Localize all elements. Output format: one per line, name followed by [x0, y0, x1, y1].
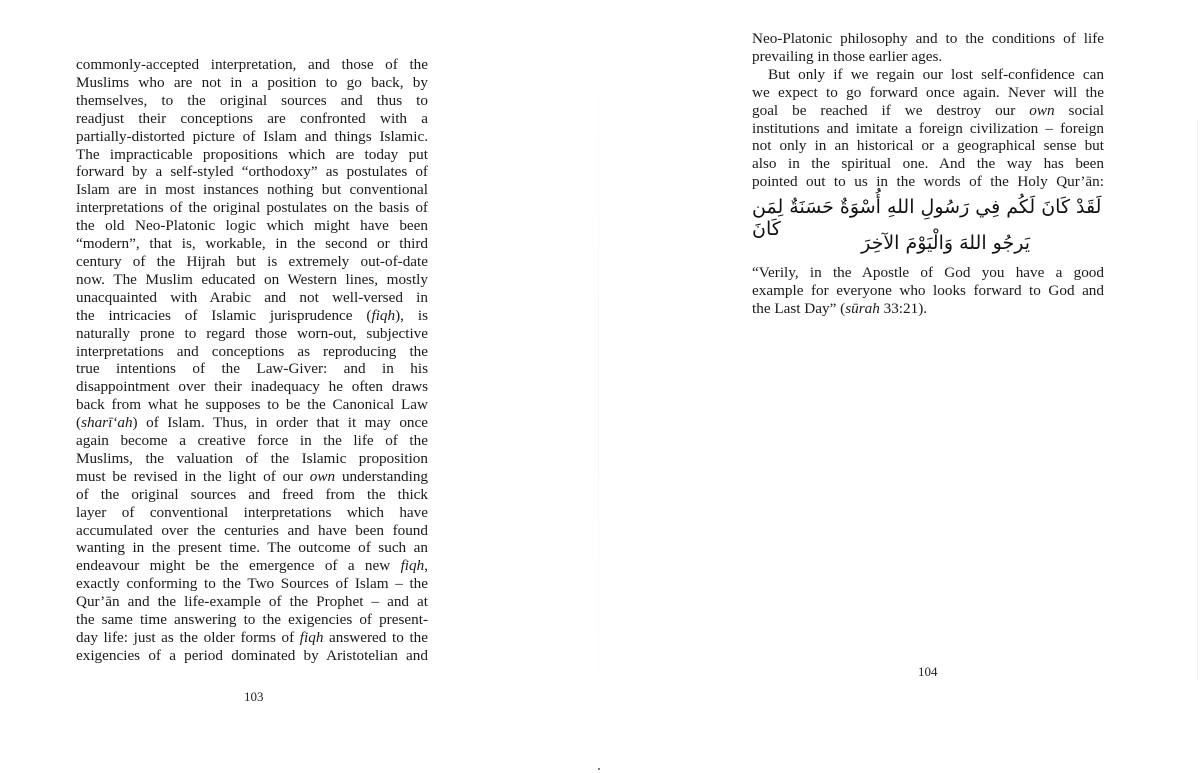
text-line: forward by a self-styled “orthodoxy” as postulates of — [76, 163, 428, 181]
page-number-right: 104 — [918, 664, 938, 679]
text-line: now. The Muslim educated on Western lines, mostly — [76, 270, 428, 288]
text-line: century of the Hijrah but is extremely out-of-date — [76, 252, 428, 270]
text-line: must be revised in the light of our own understanding — [76, 467, 429, 485]
text-line: not only in an historical or a geographical sense but — [752, 137, 1104, 155]
text-line: example for everyone who looks forward to God and — [752, 281, 1104, 299]
text-line: Islam are in most instances nothing but conventional — [76, 181, 428, 199]
text-line: true intentions of the Law-Giver: and in his — [76, 360, 428, 378]
text-line: themselves, to the original sources and thus to — [76, 91, 428, 109]
left-page-body — [76, 56, 428, 665]
text-line: disappointment over their inadequacy he often draws — [76, 378, 428, 396]
text-line: accumulated over the centuries and have been found — [76, 521, 428, 539]
text-line: of the original sources and freed from the thick — [76, 485, 428, 503]
verse-translation — [752, 264, 1104, 318]
text-line: the same time answering to the exigencies of present- — [76, 611, 428, 629]
quran-verse-arabic-line-1: لَقَدْ كَانَ لَكُم فِي رَسُولِ اللهِ أُسْوَةٌ حَسَنَةٌ لِمَن كَانَ — [752, 196, 1102, 240]
text-line: day life: just as the older forms of fiqh answered to the — [76, 629, 428, 646]
text-line: pointed out to us in the words of the Holy Qur’ān: — [752, 173, 1104, 191]
text-line: unacquainted with Arabic and not well-versed in — [76, 288, 428, 306]
page-number-left: 103 — [244, 689, 264, 704]
text-line: back from what he supposes to be the Canonical Law — [76, 396, 428, 414]
quran-verse-arabic-line-2: يَرجُو اللهَ وَالْيَوْمَ الآخِرَ — [861, 232, 1030, 254]
text-line: “modern”, that is, workable, in the second or third — [76, 235, 428, 253]
text-line: interpretations and conceptions as reproducing the — [76, 342, 428, 360]
text-line: commonly-accepted interpretation, and those of the — [76, 56, 428, 73]
text-line: institutions and imitate a foreign civilization – foreign — [752, 119, 1104, 137]
text-line: endeavour might be the emergence of a new fiqh, — [76, 557, 428, 575]
text-line: (sharī‘ah) of Islam. Thus, in order that it may once — [76, 414, 428, 432]
text-line: Muslims, the valuation of the Islamic proposition — [76, 449, 428, 467]
text-line: naturally prone to regard those worn-out, subjective — [76, 324, 428, 342]
text-line: prevailing in those earlier ages. — [752, 47, 943, 65]
text-line: layer of conventional interpretations which have — [76, 503, 428, 521]
text-line: the intricacies of Islamic jurisprudence (fiqh), is — [76, 306, 428, 324]
text-line: Qur’ān and the life-example of the Prophet – and at — [76, 593, 428, 611]
text-line: Muslims who are not in a position to go back, by — [76, 73, 428, 91]
text-line: “Verily, in the Apostle of God you have a good — [752, 264, 1104, 281]
text-line: readjust their conceptions are confronted with a — [76, 109, 428, 127]
right-page-body — [752, 30, 1104, 191]
text-line: wanting in the present time. The outcome of such an — [76, 539, 428, 557]
text-line: Neo-Platonic philosophy and to the conditions of life — [752, 30, 1104, 47]
text-line: the old Neo-Platonic logic which might have been — [76, 217, 428, 235]
text-line: again become a creative force in the life of the — [76, 432, 428, 450]
book-gutter — [598, 0, 599, 773]
text-line: interpretations of the original postulates on the basis of — [76, 199, 428, 217]
text-line: But only if we regain our lost self-confidence can — [768, 65, 1104, 83]
page-edge — [1197, 120, 1198, 680]
scan-speck — [598, 768, 600, 770]
text-line: goal be reached if we destroy our own social — [752, 101, 1104, 119]
text-line: The impracticable propositions which are today put — [76, 145, 428, 163]
text-line: exactly conforming to the Two Sources of Islam – the — [76, 575, 428, 593]
text-line: the Last Day” (sūrah 33:21). — [752, 299, 928, 317]
text-line: also in the spiritual one. And the way has been — [752, 155, 1104, 173]
text-line: exigencies of a period dominated by Aristotelian and — [76, 646, 428, 664]
text-line: partially-distorted picture of Islam and things Islamic. — [76, 127, 428, 145]
text-line: we expect to go forward once again. Never will the — [752, 83, 1104, 101]
